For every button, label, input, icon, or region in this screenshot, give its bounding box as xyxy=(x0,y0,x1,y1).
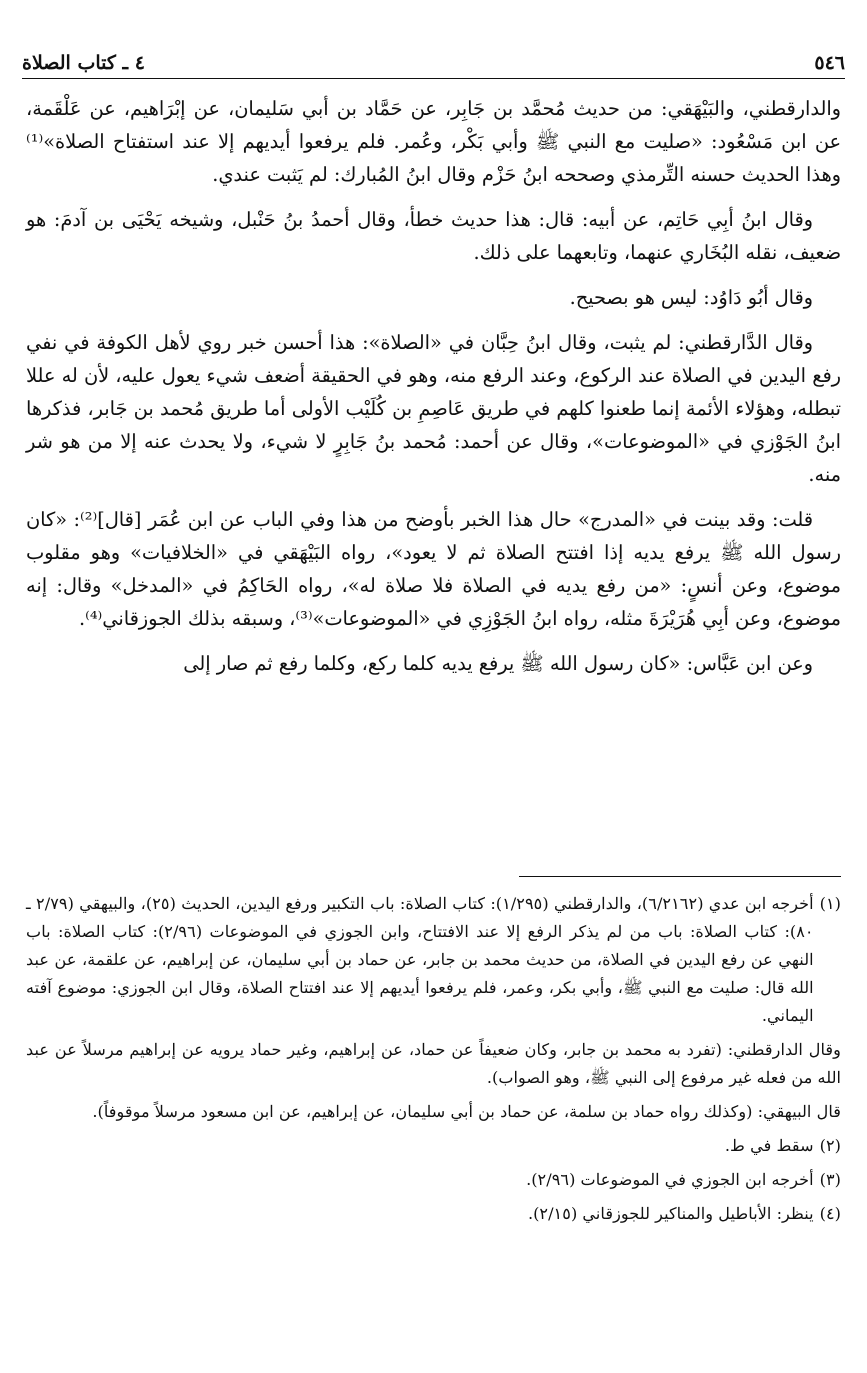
main-text xyxy=(26,92,841,692)
footnote-mark: (٤) xyxy=(819,1204,841,1223)
section-title: ٤ ـ كتاب الصلاة xyxy=(22,52,145,74)
footnote-1 xyxy=(26,890,841,1030)
paragraph-2: وقال ابنُ أبِي حَاتِم، عن أبيه: قال: هذا حديث خطأ، وقال أحمدُ بنُ حَنْبل، وشيخه يَحْيَى بن آدمَ: هو ضعيف، نقله البُخَاري عنهما، وتابعهما على ذلك. xyxy=(26,208,841,264)
footnote-text: سقط في ط. xyxy=(724,1136,814,1155)
footnote-text: أخرجه ابن الجوزي في الموضوعات (٢/٩٦). xyxy=(526,1170,814,1189)
footnote-mark: (١) xyxy=(819,894,841,913)
footnote-mark: (٢) xyxy=(819,1136,841,1155)
footnote-separator xyxy=(519,876,841,877)
footnote-1-continuation-1: وقال الدارقطني: (تفرد به محمد بن جابر، وكان ضعيفاً عن حماد، عن إبراهيم، وغير حماد يرويه عن إبراهيم مرسلاً عن عبد الله من فعله غير مرفوع إلى النبي ﷺ، وهو الصواب). xyxy=(26,1040,841,1087)
footnote-text: أخرجه ابن عدي (٦/٢١٦٢)، والدارقطني (١/٢٩٥): كتاب الصلاة: باب التكبير ورفع اليدين، الحديث (٢٥)، والبيهقي (٢/٧٩ ـ ٨٠): كتاب الصلاة: باب من لم يذكر الرفع إلا عند الافتتاح، وابن الجوزي في الموضوعات (٢/٩٦): كتاب الصلاة: باب النهي عن رفع اليدين في الصلاة، من حديث محمد بن جابر، عن حماد بن أبي سليمان، عن إبراهيم، عن علقمة، عن عبد الله قال: صليت مع النبي ﷺ، وأبي بكر، وعمر، فلم يرفعوا أيديهم إلا عند افتتاح الصلاة، وقال ابن الجوزي: موضوع آفته اليماني. xyxy=(26,894,814,1025)
footnote-1-continuation-2: قال البيهقي: (وكذلك رواه حماد بن سلمة، عن حماد بن أبي سليمان، عن إبراهيم، عن ابن مسعود مرسلاً موقوفاً). xyxy=(92,1102,841,1121)
book-page xyxy=(22,0,845,1373)
footnotes xyxy=(26,890,841,1234)
paragraph-3: وقال أبُو دَاوُد: ليس هو بصحيح. xyxy=(569,286,813,309)
footnote-3 xyxy=(26,1166,841,1194)
footnote-text: ينظر: الأباطيل والمناكير للجوزقاني (٢/١٥). xyxy=(527,1204,814,1223)
footnote-2 xyxy=(26,1132,841,1160)
paragraph-5: قلت: وقد بينت في «المدرج» حال هذا الخبر بأوضح من هذا وفي الباب عن ابن عُمَر [قال]⁽²⁾: «كان رسول الله ﷺ يرفع يديه إذا افتتح الصلاة ثم لا يعود»، رواه البَيْهَقي في «الخلافيات» وهو مقلوب موضوع، وعن أنسٍ: «من رفع يديه في الصلاة فلا صلاة له»، رواه الحَاكِمُ في «المدخل» وقال: إنه موضوع، وعن أبِي هُرَيْرَةَ مثله، رواه ابنُ الجَوْزِي في «الموضوعات»⁽³⁾، وسبقه بذلك الجوزقاني⁽⁴⁾. xyxy=(26,508,841,630)
footnote-4 xyxy=(26,1200,841,1228)
running-header xyxy=(22,44,845,79)
paragraph-6: وعن ابن عَبَّاس: «كان رسول الله ﷺ يرفع يديه كلما ركع، وكلما رفع ثم صار إلى xyxy=(183,652,813,675)
paragraph-1: والدارقطني، والبَيْهَقي: من حديث مُحمَّد بن جَابِر، عن حَمَّاد بن أبي سَليمان، عن إبْرَاهيم، عن عَلْقَمة، عن ابن مَسْعُود: «صليت مع النبي ﷺ وأبي بَكْر، وعُمر. فلم يرفعوا أيديهم إلا عند استفتاح الصلاة»⁽¹⁾ وهذا الحديث حسنه التِّرمذي وصححه ابنُ حَزْم وقال ابنُ المُبارك: لم يَثبت عندي. xyxy=(26,97,841,186)
page-number: ٥٤٦ xyxy=(814,52,845,74)
paragraph-4: وقال الدَّارقطني: لم يثبت، وقال ابنُ حِبَّان في «الصلاة»: هذا أحسن خبر روي لأهل الكوفة في نفي رفع اليدين في الصلاة عند الركوع، وعند الرفع منه، وهو في الحقيقة أضعف شيء يعول عليه، لأن له عللا تبطله، وهؤلاء الأئمة إنما طعنوا كلهم في طريق عَاصِمِ بن كُلَيْب الأولى أما طريق مُحمد بن جَابر، فذكرها ابنُ الجَوْزي في «الموضوعات»، وقال عن أحمد: مُحمد بنُ جَابِرٍ لا شيء، ولا يحدث عنه إلا من هو شر منه. xyxy=(26,331,841,486)
footnote-mark: (٣) xyxy=(819,1170,841,1189)
